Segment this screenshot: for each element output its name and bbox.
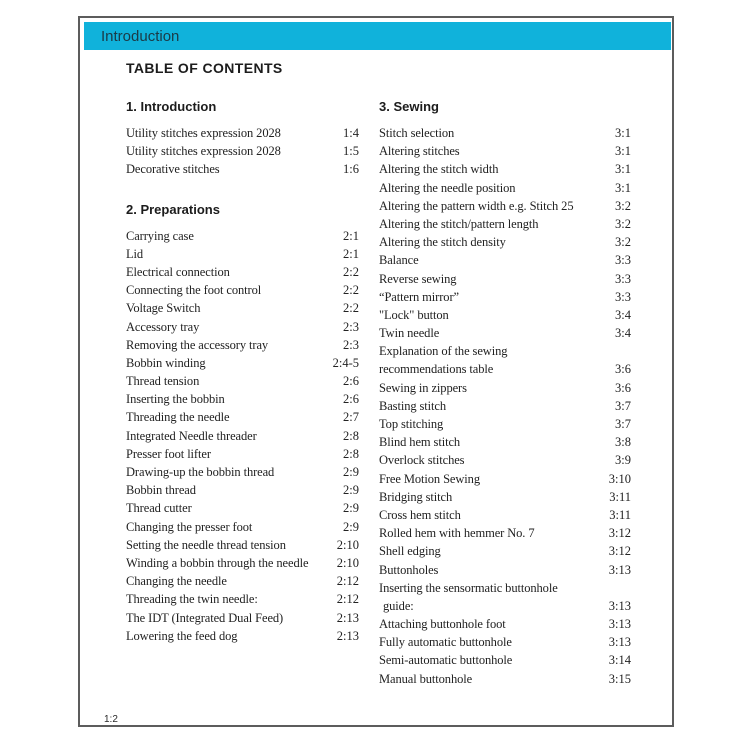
toc-entry-page: 2:8	[343, 428, 359, 443]
toc-entry-label: Semi-automatic buttonhole	[379, 653, 513, 668]
toc-entry-label: Thread cutter	[126, 501, 192, 516]
toc-entry-row	[379, 181, 631, 199]
toc-entry-page: 2:9	[343, 465, 359, 479]
toc-entry-row	[126, 592, 359, 610]
toc-entry-row	[379, 563, 631, 581]
toc-entry-page: 3:12	[608, 526, 631, 541]
toc-entry-row	[126, 629, 359, 647]
toc-entry-page: 3:3	[615, 253, 631, 268]
toc-entry-page: 3:3	[615, 271, 631, 286]
toc-entry-label: Decorative stitches	[126, 162, 220, 177]
toc-entry-row	[379, 490, 631, 508]
toc-entry-page: 3:11	[609, 489, 631, 504]
toc-entry-row	[126, 320, 359, 338]
toc-entry-label: Altering the pattern width e.g. Stitch 25	[379, 198, 574, 213]
toc-entry-row	[379, 162, 631, 180]
toc-entry-page: 2:1	[343, 246, 359, 261]
toc-entry-row	[379, 235, 631, 253]
toc-section	[379, 98, 631, 690]
toc-entry-row	[126, 229, 359, 247]
toc-entry-row	[379, 417, 631, 435]
toc-entry-label: Blind hem stitch	[379, 435, 461, 450]
toc-entry-page: 2:3	[343, 319, 359, 334]
toc-entry-row	[379, 435, 631, 453]
toc-entry-row	[126, 483, 359, 501]
toc-entry-page: 1:5	[343, 144, 359, 159]
toc-entry-row	[379, 308, 631, 326]
toc-entry-row	[379, 217, 631, 235]
toc-entry-row	[379, 381, 631, 399]
toc-entry-label: Lid	[126, 246, 144, 261]
toc-entry-page: 3:13	[608, 598, 631, 613]
toc-entry-page: 3:9	[615, 453, 631, 468]
toc-entry-label: Altering the stitch density	[379, 235, 506, 250]
toc-column-left	[126, 98, 359, 647]
toc-entry-label: Altering the needle position	[379, 180, 516, 195]
toc-entry-row	[126, 556, 359, 574]
toc-entry-page: 3:1	[615, 144, 631, 159]
toc-entry-page: 2:12	[336, 574, 359, 589]
toc-entry-row	[126, 611, 359, 629]
toc-entry-row	[126, 247, 359, 265]
toc-entry-page: 3:13	[608, 617, 631, 632]
toc-entry-label: Reverse sewing	[379, 271, 457, 286]
toc-entry-page: 3:7	[615, 417, 631, 431]
toc-entry-page: 2:2	[343, 283, 359, 298]
toc-entry-row	[126, 162, 359, 180]
toc-entry-page: 3:4	[615, 326, 631, 341]
toc-entry-row	[126, 392, 359, 410]
toc-entry-page: 3:11	[609, 507, 631, 522]
toc-entry-page: 2:2	[343, 301, 359, 316]
toc-entry-label: Integrated Needle threader	[126, 428, 257, 443]
manual-toc-page	[78, 16, 674, 727]
toc-entry-label: Inserting the bobbin	[126, 392, 225, 407]
toc-entry-page: 2:13	[336, 628, 359, 643]
toc-entry-page: 2:10	[336, 555, 359, 570]
toc-entry-label: Connecting the foot control	[126, 283, 262, 298]
toc-entry-page: 3:2	[615, 216, 631, 231]
toc-entry-row	[126, 574, 359, 592]
toc-entry-label: Bobbin thread	[126, 483, 196, 498]
toc-entry-page: 3:1	[615, 180, 631, 195]
toc-entry-row	[379, 126, 631, 144]
toc-entry-page: 2:10	[336, 537, 359, 552]
toc-column-right	[379, 98, 631, 690]
toc-title: TABLE OF CONTENTS	[126, 60, 283, 76]
toc-entry-label: "Lock" button	[379, 307, 449, 322]
toc-entry-page: 2:9	[343, 501, 359, 516]
toc-entry-label: Threading the needle	[126, 410, 230, 425]
toc-entry-label: Lowering the feed dog	[126, 628, 238, 643]
toc-entry-row	[126, 283, 359, 301]
toc-entry-row	[379, 453, 631, 471]
toc-entry-row	[126, 126, 359, 144]
toc-entry-row	[379, 508, 631, 526]
toc-entry-label: Attaching buttonhole foot	[379, 617, 506, 632]
toc-entry-page: 3:7	[615, 398, 631, 413]
toc-entry-label: Setting the needle thread tension	[126, 537, 286, 552]
toc-entry-page: 3:6	[615, 362, 631, 377]
toc-entry-label: The IDT (Integrated Dual Feed)	[126, 610, 284, 625]
toc-entry-page: 2:7	[343, 410, 359, 425]
toc-entry-page: 3:13	[608, 562, 631, 577]
toc-entry-page: 2:9	[343, 519, 359, 534]
toc-entry-page: 2:9	[343, 483, 359, 498]
toc-entry-label: guide:	[383, 598, 414, 613]
toc-entry-row	[379, 544, 631, 562]
toc-entry-row	[126, 465, 359, 483]
toc-entry-row	[379, 199, 631, 217]
toc-entry-page: 2:8	[343, 446, 359, 461]
toc-entry-row	[379, 326, 631, 344]
toc-entry-label: Stitch selection	[379, 126, 455, 140]
toc-entry-row	[379, 581, 631, 599]
toc-entry-row	[126, 338, 359, 356]
toc-entry-row	[379, 472, 631, 490]
toc-entry-row	[379, 290, 631, 308]
toc-entry-row	[126, 447, 359, 465]
toc-section-heading: 1. Introduction	[126, 99, 217, 114]
toc-entry-page: 3:3	[615, 289, 631, 304]
toc-entry-label: Manual buttonhole	[379, 671, 473, 686]
toc-entry-page: 3:8	[615, 435, 631, 450]
toc-entry-page: 2:3	[343, 337, 359, 352]
toc-entry-row	[379, 272, 631, 290]
chapter-header-title: Introduction	[101, 27, 180, 45]
toc-entry-page: 3:14	[608, 653, 631, 668]
toc-entry-row	[379, 617, 631, 635]
toc-entry-label: Explanation of the sewing	[379, 344, 508, 359]
toc-entry-page: 2:12	[336, 592, 359, 607]
toc-entry-label: Removing the accessory tray	[126, 337, 269, 352]
toc-entry-page: 2:2	[343, 264, 359, 279]
toc-entry-label: Altering the stitch/pattern length	[379, 216, 539, 231]
toc-entry-label: Accessory tray	[126, 319, 200, 334]
toc-entry-label: Twin needle	[379, 326, 440, 341]
toc-entry-label: Top stitching	[379, 417, 444, 431]
toc-entry-label: Shell edging	[379, 544, 441, 559]
toc-entry-label: Overlock stitches	[379, 453, 465, 468]
toc-entry-label: Bobbin winding	[126, 355, 206, 370]
chapter-header-bar	[84, 22, 671, 50]
toc-entry-row	[126, 429, 359, 447]
toc-entry-page: 2:6	[343, 374, 359, 389]
toc-entry-row	[126, 265, 359, 283]
toc-section	[126, 201, 359, 647]
toc-entry-label: “Pattern mirror”	[379, 289, 459, 304]
toc-section-heading: 3. Sewing	[379, 99, 439, 114]
toc-entry-page: 2:13	[336, 610, 359, 625]
toc-entry-row	[126, 520, 359, 538]
toc-section-heading: 2. Preparations	[126, 201, 220, 217]
toc-entry-row	[126, 356, 359, 374]
toc-entry-page: 3:2	[615, 235, 631, 250]
toc-entry-label: Cross hem stitch	[379, 507, 461, 522]
toc-entry-label: Fully automatic buttonhole	[379, 635, 512, 650]
toc-entry-row	[379, 526, 631, 544]
toc-entry-row	[379, 653, 631, 671]
toc-entry-row	[379, 144, 631, 162]
toc-entry-page: 3:1	[615, 126, 631, 140]
toc-section	[126, 98, 359, 181]
toc-entry-label: Rolled hem with hemmer No. 7	[379, 526, 535, 541]
toc-entry-page: 1:6	[343, 162, 359, 177]
toc-entry-row	[126, 538, 359, 556]
toc-entry-label: Buttonholes	[379, 562, 439, 577]
toc-entry-label: Winding a bobbin through the needle	[126, 555, 309, 570]
toc-entry-label: recommendations table	[379, 362, 494, 377]
toc-entry-page: 1:4	[343, 126, 359, 140]
toc-entry-row	[126, 144, 359, 162]
toc-entry-label: Voltage Switch	[126, 301, 201, 316]
toc-entry-label: Thread tension	[126, 374, 200, 389]
toc-entry-row	[126, 301, 359, 319]
toc-entry-page: 3:10	[608, 471, 631, 486]
toc-entry-row	[379, 672, 631, 690]
toc-entry-page: 2:4-5	[332, 355, 359, 370]
toc-entry-row	[379, 344, 631, 362]
toc-entry-row	[126, 501, 359, 519]
toc-entry-label: Sewing in zippers	[379, 380, 467, 395]
toc-entry-label: Altering stitches	[379, 144, 460, 159]
toc-entry-label: Utility stitches expression 2028	[126, 144, 281, 159]
toc-entry-label: Inserting the sensormatic buttonhole	[379, 580, 558, 595]
toc-entry-label: Utility stitches expression 2028	[126, 126, 281, 140]
toc-entry-row	[126, 374, 359, 392]
toc-entry-page: 3:6	[615, 380, 631, 395]
toc-entry-row	[379, 362, 631, 380]
toc-entry-page: 3:4	[615, 307, 631, 322]
toc-entry-page: 2:1	[343, 228, 359, 243]
toc-entry-label: Carrying case	[126, 228, 194, 243]
toc-entry-label: Balance	[379, 253, 419, 268]
toc-entry-label: Electrical connection	[126, 264, 230, 279]
toc-entry-label: Altering the stitch width	[379, 162, 499, 177]
toc-entry-row	[379, 599, 631, 617]
toc-entry-row	[379, 253, 631, 271]
toc-entry-label: Basting stitch	[379, 398, 447, 413]
toc-entry-row	[379, 399, 631, 417]
toc-entry-label: Changing the needle	[126, 574, 227, 589]
page-number: 1:2	[104, 714, 118, 725]
toc-entry-label: Presser foot lifter	[126, 446, 211, 461]
toc-entry-page: 3:1	[615, 162, 631, 177]
toc-entry-label: Bridging stitch	[379, 489, 453, 504]
toc-entry-page: 3:15	[608, 671, 631, 686]
toc-entry-row	[126, 410, 359, 428]
toc-entry-page: 3:12	[608, 544, 631, 559]
toc-entry-page: 3:2	[615, 198, 631, 213]
toc-entry-label: Threading the twin needle:	[126, 592, 258, 607]
toc-entry-row	[379, 635, 631, 653]
toc-entry-label: Drawing-up the bobbin thread	[126, 465, 275, 479]
toc-entry-page: 2:6	[343, 392, 359, 407]
toc-entry-page: 3:13	[608, 635, 631, 650]
toc-entry-label: Changing the presser foot	[126, 519, 253, 534]
toc-entry-label: Free Motion Sewing	[379, 471, 480, 486]
